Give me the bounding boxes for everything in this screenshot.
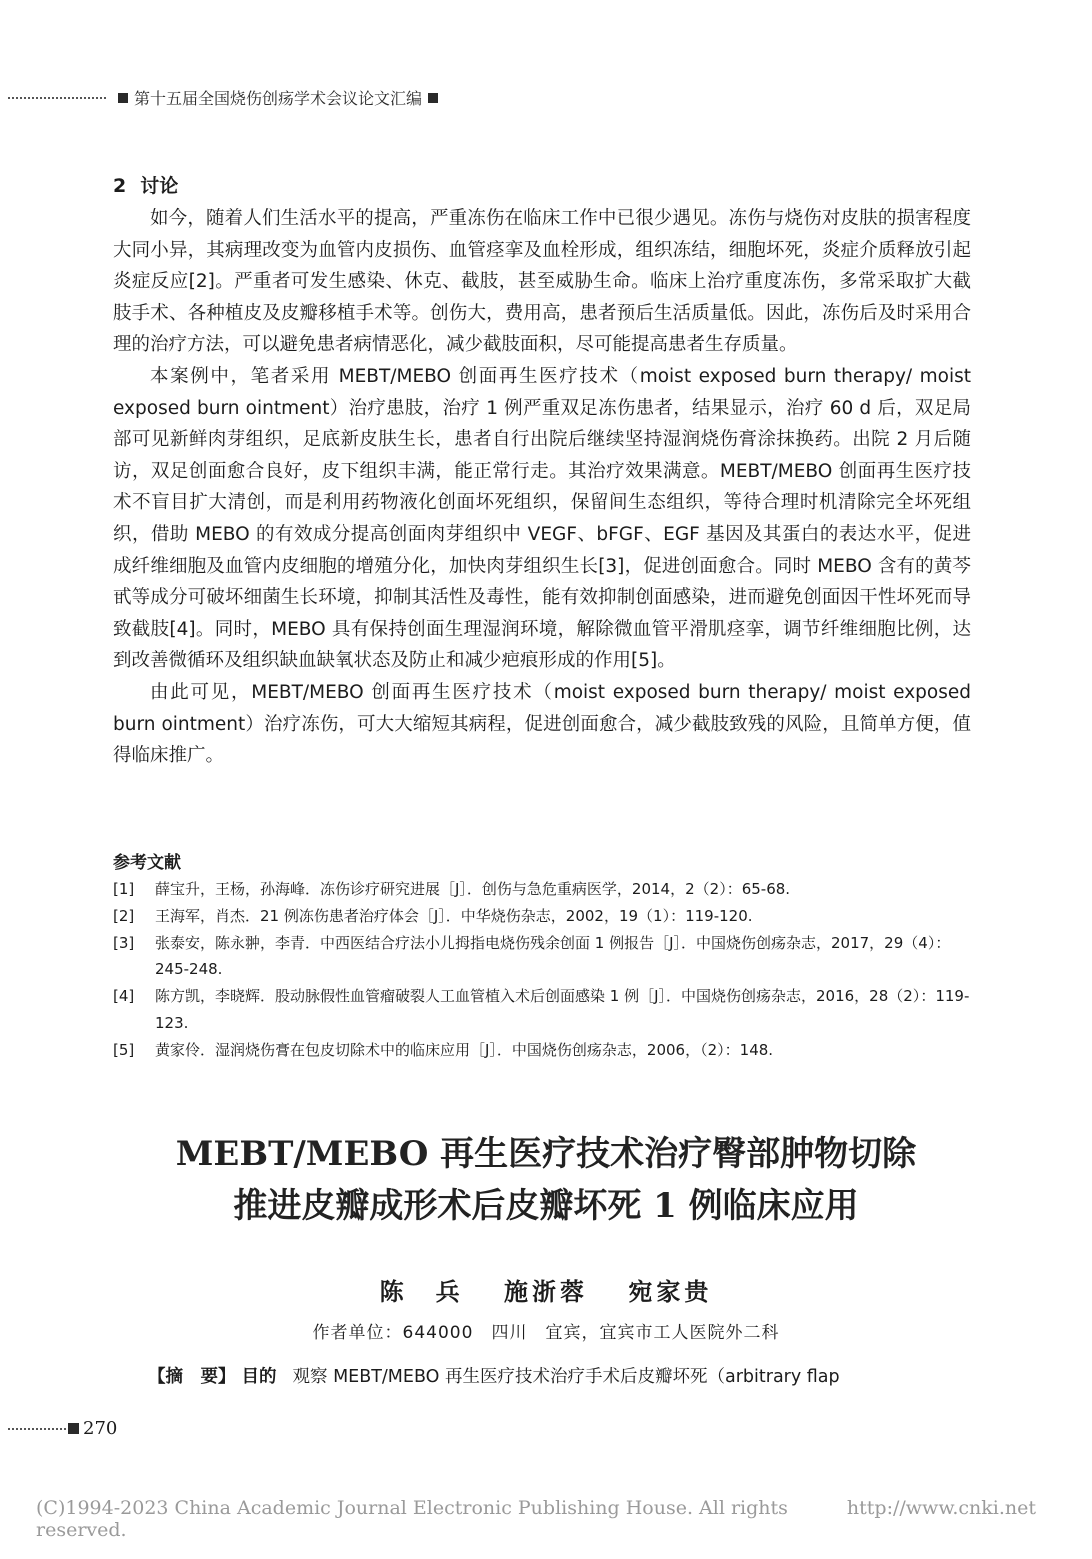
references-list xyxy=(113,876,971,1064)
author-name: 陈 兵 xyxy=(379,1277,464,1306)
abstract-label: 【摘 要】 xyxy=(148,1367,236,1387)
reference-text: 陈方凯，李晓辉．股动脉假性血管瘤破裂人工血管植入术后创面感染 1 例［J］．中国烧伤创疡杂志，2016，28（2）：119-123. xyxy=(155,987,970,1032)
reference-item xyxy=(113,930,971,984)
square-bullet-icon xyxy=(68,1423,79,1434)
section-title: 讨论 xyxy=(140,175,179,197)
article-title-line: 推进皮瓣成形术后皮瓣坏死 1 例临床应用 xyxy=(233,1186,859,1226)
author-affiliation: 作者单位：644000 四川 宜宾，宜宾市工人医院外二科 xyxy=(312,1323,780,1343)
paragraph: 由此可见，MEBT/MEBO 创面再生医疗技术（moist exposed burn therapy/ moist exposed burn ointment）治疗冻伤，可大大缩短其病程，促进创面愈合，减少截肢致残的风险，且简单方便，值得临床推广。 xyxy=(113,681,971,767)
abstract-purpose-label: 目的 xyxy=(241,1367,277,1387)
section-number: 2 xyxy=(113,175,127,197)
folio-dots xyxy=(8,1428,66,1430)
reference-item xyxy=(113,983,971,1037)
square-bullet-icon xyxy=(428,93,438,103)
reference-text: 王海军，肖杰．21 例冻伤患者治疗体会［J］．中华烧伤杂志，2002，19（1）：119-120. xyxy=(155,906,753,925)
article-title xyxy=(60,1128,1032,1232)
reference-number: [2] xyxy=(113,906,135,925)
reference-text: 黄家伶．湿润烧伤膏在包皮切除术中的临床应用［J］．中国烧伤创疡杂志，2006，（2）：148. xyxy=(155,1040,774,1059)
reference-number: [4] xyxy=(113,987,135,1006)
author-name: 施浙蓉 xyxy=(504,1277,588,1306)
running-head-dots xyxy=(8,97,106,99)
article-title-line: MEBT/MEBO 再生医疗技术治疗臀部肿物切除 xyxy=(175,1134,917,1174)
copyright-footer xyxy=(36,1497,1036,1541)
section-heading xyxy=(113,171,178,198)
running-head xyxy=(8,86,488,109)
author-name: 宛家贵 xyxy=(628,1277,713,1306)
reference-number: [1] xyxy=(113,880,135,898)
reference-item xyxy=(113,1037,971,1064)
body-text xyxy=(113,203,971,772)
paragraph: 本案例中，笔者采用 MEBT/MEBO 创面再生医疗技术（moist exposed burn therapy/ moist exposed burn ointment）治疗患肢，治疗 1 例严重双足冻伤患者，结果显示，治疗 60 d 后，双足局部可见新鲜肉芽组织，足底新皮肤生长，患者自行出院后继续坚持湿润烧伤膏涂抹换药。出院 2 月后随访，双足创面愈合良好，皮下组织丰满，能正常行走。其治疗效果满意。MEBT/MEBO 创面再生医疗技术不盲目扩大清创，而是利用药物液化创面坏死组织，保留间生态组织，等待合理时机清除完全坏死组织，借助 MEBO 的有效成分提高创面肉芽组织中 VEGF、bFGF、EGF 基因及其蛋白的表达水平，促进成纤维细胞及血管内皮细胞的增殖分化，加快肉芽组织生长[3]，促进创面愈合。同时 MEBO 含有的黄芩甙等成分可破坏细菌生长环境，抑制其活性及毒性，能有效抑制创面感染，进而避免创面因干性坏死而导致截肢[4]。同时，MEBO 具有保持创面生理湿润环境，解除微血管平滑肌痉挛，调节纤维细胞比例，达到改善微循环及组织缺血缺氧状态及防止和减少疤痕形成的作用[5]。 xyxy=(113,365,971,672)
square-bullet-icon xyxy=(118,93,128,103)
references-heading: 参考文献 xyxy=(113,853,181,873)
footer-url: http://www.cnki.net xyxy=(846,1497,1036,1519)
page-footer-folio xyxy=(8,1418,117,1439)
running-head-title: 第十五届全国烧伤创疡学术会议论文汇编 xyxy=(134,89,423,108)
reference-number: [5] xyxy=(113,1040,135,1059)
author-list xyxy=(0,1272,1092,1307)
reference-text: 薛宝升，王杨，孙海峰．冻伤诊疗研究进展［J］．创伤与急危重病医学，2014，2（2）：65-68. xyxy=(155,880,791,898)
reference-number: [3] xyxy=(113,933,135,952)
copyright-text: (C)1994-2023 China Academic Journal Electronic Publishing House. All rights reserved. xyxy=(36,1497,788,1541)
abstract-text: 观察 MEBT/MEBO 再生医疗技术治疗手术后皮瓣坏死（arbitrary flap xyxy=(292,1367,840,1387)
reference-item xyxy=(113,876,971,903)
page-number: 270 xyxy=(83,1418,118,1439)
abstract xyxy=(148,1363,978,1388)
paragraph: 如今，随着人们生活水平的提高，严重冻伤在临床工作中已很少遇见。冻伤与烧伤对皮肤的损害程度大同小异，其病理改变为血管内皮损伤、血管痉挛及血栓形成，组织冻结，细胞坏死，炎症介质释放引起炎症反应[2]。严重者可发生感染、休克、截肢，甚至威胁生命。临床上治疗重度冻伤，多常采取扩大截肢手术、各种植皮及皮瓣移植手术等。创伤大，费用高，患者预后生活质量低。因此，冻伤后及时采用合理的治疗方法，可以避免患者病情恶化，减少截肢面积，尽可能提高患者生存质量。 xyxy=(113,208,971,356)
reference-text: 张泰安，陈永翀，李青．中西医结合疗法小儿拇指电烧伤残余创面 1 例报告［J］．中国烧伤创疡杂志，2017，29（4）：245-248. xyxy=(155,933,951,979)
reference-item xyxy=(113,903,971,930)
